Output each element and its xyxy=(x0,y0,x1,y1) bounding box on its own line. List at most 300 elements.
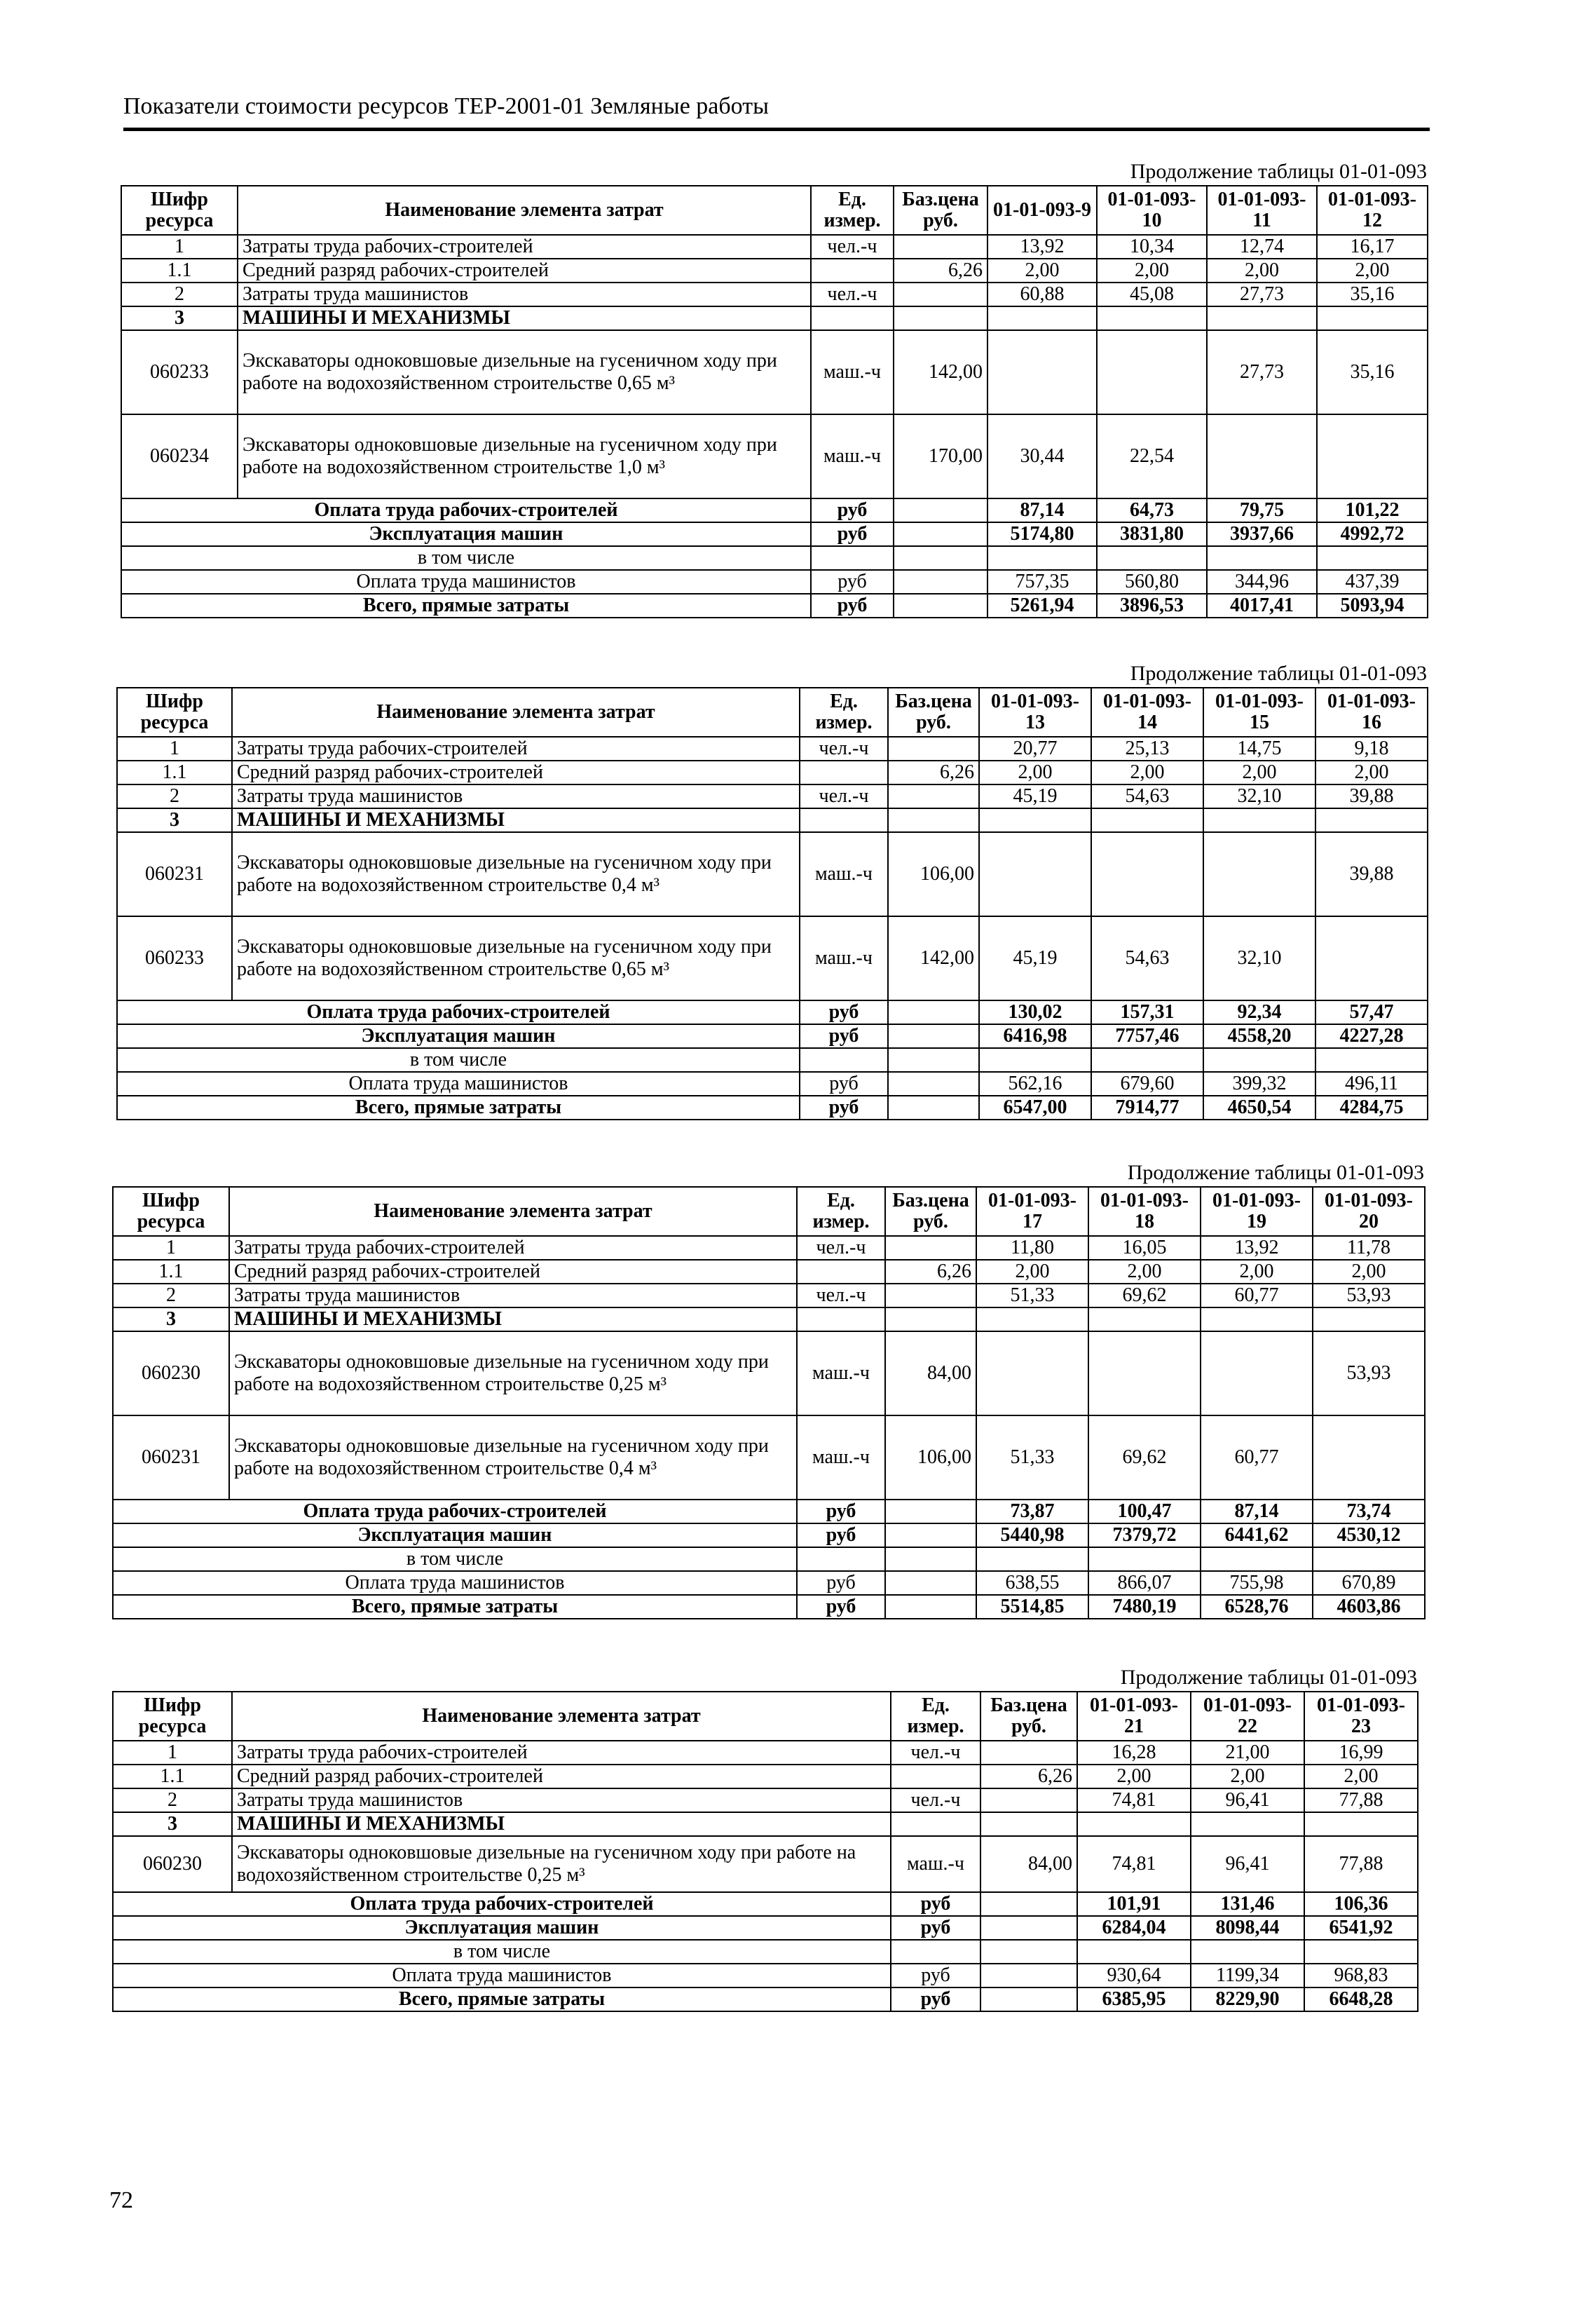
cell-name: Всего, прямые затраты xyxy=(113,1987,891,2011)
cell-value: 96,41 xyxy=(1191,1836,1304,1892)
cell-value: 399,32 xyxy=(1203,1072,1315,1096)
cell-price: 6,26 xyxy=(885,1260,976,1284)
total-row xyxy=(117,1096,1428,1120)
cell-value: 73,87 xyxy=(976,1500,1088,1523)
cell-code: 1 xyxy=(117,737,232,761)
cell-value: 7914,77 xyxy=(1091,1096,1203,1120)
total-row xyxy=(121,594,1428,618)
cost-table xyxy=(112,1691,1419,2012)
cell-name: Затраты труда машинистов xyxy=(232,1788,891,1812)
cell-value: 21,00 xyxy=(1191,1741,1304,1765)
cell-value: 6541,92 xyxy=(1304,1916,1418,1940)
header-cell-name: Наименование элемента затрат xyxy=(229,1187,797,1236)
cell-value: 7757,46 xyxy=(1091,1024,1203,1048)
cell-value: 1199,34 xyxy=(1191,1964,1304,1987)
cell-name: Эксплуатация машин xyxy=(113,1523,797,1547)
cell-name: Экскаваторы одноковшовые дизельные на гусеничном ходу при работе на водохозяйственном строительстве 1,0 м³ xyxy=(238,414,811,498)
cell-unit: маш.-ч xyxy=(800,832,888,916)
cell-value: 14,75 xyxy=(1203,737,1315,761)
cell-price xyxy=(888,784,979,808)
header-cell-unit: Ед. измер. xyxy=(891,1692,980,1741)
total-row xyxy=(113,1916,1418,1940)
cell-value: 69,62 xyxy=(1088,1415,1201,1500)
cell-price: 106,00 xyxy=(885,1415,976,1500)
cell-code: 3 xyxy=(113,1812,232,1836)
cell-value: 930,64 xyxy=(1077,1964,1191,1987)
cell-value: 39,88 xyxy=(1315,784,1428,808)
cell-code: 3 xyxy=(121,306,238,330)
cell-name: Затраты труда рабочих-строителей xyxy=(232,1741,891,1765)
cost-table-section-2 xyxy=(116,662,1427,1120)
cell-value: 437,39 xyxy=(1317,570,1428,594)
cell-name: Эксплуатация машин xyxy=(121,522,811,546)
cell-value xyxy=(1201,1331,1313,1415)
cell-price xyxy=(894,283,987,306)
cell-name: Оплата труда машинистов xyxy=(113,1571,797,1595)
cell-unit: руб xyxy=(797,1571,885,1595)
cell-value: 35,16 xyxy=(1317,283,1428,306)
cost-table xyxy=(112,1186,1426,1619)
cell-unit: маш.-ч xyxy=(891,1836,980,1892)
cell-code: 060233 xyxy=(117,916,232,1000)
cell-unit xyxy=(891,1765,980,1788)
cell-name: Оплата труда рабочих-строителей xyxy=(113,1500,797,1523)
total-row xyxy=(113,1987,1418,2011)
total-row xyxy=(117,1000,1428,1024)
header-cell-name: Наименование элемента затрат xyxy=(232,688,800,737)
cell-value: 2,00 xyxy=(1077,1765,1191,1788)
cell-code: 1 xyxy=(113,1741,232,1765)
note-row xyxy=(121,546,1428,570)
total-row xyxy=(113,1523,1425,1547)
cell-price xyxy=(885,1236,976,1260)
table-caption: Продолжение таблицы 01-01-093 xyxy=(1130,160,1427,183)
cell-value: 22,54 xyxy=(1097,414,1207,498)
table-caption: Продолжение таблицы 01-01-093 xyxy=(1130,662,1427,685)
cell-name: Средний разряд рабочих-строителей xyxy=(232,761,800,784)
cell-value: 5261,94 xyxy=(987,594,1097,618)
sub-row xyxy=(113,1571,1425,1595)
header-cell-code: Шифр ресурса xyxy=(113,1692,232,1741)
cell-value: 16,17 xyxy=(1317,235,1428,259)
cell-price xyxy=(894,235,987,259)
header-cell-norm: 01-01-093-21 xyxy=(1077,1692,1191,1741)
header-cell-norm: 01-01-093-23 xyxy=(1304,1692,1418,1741)
cell-unit xyxy=(800,761,888,784)
cell-name: Экскаваторы одноковшовые дизельные на гусеничном ходу при работе на водохозяйственном строительстве 0,4 м³ xyxy=(229,1415,797,1500)
cell-name: Затраты труда рабочих-строителей xyxy=(232,737,800,761)
cell-value: 60,88 xyxy=(987,283,1097,306)
note-row xyxy=(113,1940,1418,1964)
cell-value xyxy=(987,330,1097,414)
cell-value: 16,28 xyxy=(1077,1741,1191,1765)
cell-value: 344,96 xyxy=(1207,570,1317,594)
section-row xyxy=(117,808,1428,832)
machine-row xyxy=(113,1331,1425,1415)
cell-code: 1.1 xyxy=(113,1260,229,1284)
cell-name: в том числе xyxy=(113,1547,797,1571)
cell-value: 2,00 xyxy=(1313,1260,1425,1284)
cell-unit: маш.-ч xyxy=(797,1331,885,1415)
cell-code: 060233 xyxy=(121,330,238,414)
header-cell-unit: Ед. измер. xyxy=(811,186,894,235)
header-cell-price: Баз.цена руб. xyxy=(980,1692,1077,1741)
cell-value: 2,00 xyxy=(1203,761,1315,784)
cell-name: Экскаваторы одноковшовые дизельные на гусеничном ходу при работе на водохозяйственном строительстве 0,65 м³ xyxy=(232,916,800,1000)
section-heading: МАШИНЫ И МЕХАНИЗМЫ xyxy=(232,1812,891,1836)
section-row xyxy=(121,306,1428,330)
table-row xyxy=(117,761,1428,784)
cell-name: Затраты труда машинистов xyxy=(238,283,811,306)
header-cell-norm: 01-01-093-19 xyxy=(1201,1187,1313,1236)
cell-code: 060231 xyxy=(113,1415,229,1500)
cell-code: 1.1 xyxy=(121,259,238,283)
cell-code: 2 xyxy=(113,1284,229,1307)
cell-value: 51,33 xyxy=(976,1284,1088,1307)
table-row xyxy=(113,1260,1425,1284)
cell-name: Оплата труда рабочих-строителей xyxy=(121,498,811,522)
cell-value: 6385,95 xyxy=(1077,1987,1191,2011)
cell-value: 2,00 xyxy=(1191,1765,1304,1788)
header-cell-norm: 01-01-093-16 xyxy=(1315,688,1428,737)
table-row xyxy=(113,1284,1425,1307)
table-row xyxy=(113,1741,1418,1765)
cell-code: 2 xyxy=(121,283,238,306)
cell-value: 2,00 xyxy=(976,1260,1088,1284)
note-row xyxy=(117,1048,1428,1072)
cell-value: 7379,72 xyxy=(1088,1523,1201,1547)
cell-name: Средний разряд рабочих-строителей xyxy=(238,259,811,283)
cell-value: 11,78 xyxy=(1313,1236,1425,1260)
cost-table-section-4 xyxy=(112,1666,1417,2012)
header-cell-price: Баз.цена руб. xyxy=(885,1187,976,1236)
machine-row xyxy=(121,414,1428,498)
cell-value: 35,16 xyxy=(1317,330,1428,414)
total-row xyxy=(113,1500,1425,1523)
cell-name: в том числе xyxy=(121,546,811,570)
cell-value: 6528,76 xyxy=(1201,1595,1313,1619)
cell-value xyxy=(976,1331,1088,1415)
cell-value: 16,99 xyxy=(1304,1741,1418,1765)
total-row xyxy=(121,522,1428,546)
cell-value: 4530,12 xyxy=(1313,1523,1425,1547)
cell-price: 142,00 xyxy=(894,330,987,414)
cell-value: 6284,04 xyxy=(1077,1916,1191,1940)
cell-unit: чел.-ч xyxy=(811,235,894,259)
table-row xyxy=(113,1236,1425,1260)
cell-name: Всего, прямые затраты xyxy=(117,1096,800,1120)
cell-value: 6648,28 xyxy=(1304,1987,1418,2011)
cell-value: 2,00 xyxy=(1097,259,1207,283)
cell-value xyxy=(1317,414,1428,498)
header-cell-code: Шифр ресурса xyxy=(117,688,232,737)
table-row xyxy=(113,1788,1418,1812)
cell-unit: руб xyxy=(797,1500,885,1523)
cell-value: 8098,44 xyxy=(1191,1916,1304,1940)
cell-unit xyxy=(797,1260,885,1284)
cell-value: 5514,85 xyxy=(976,1595,1088,1619)
cell-price: 142,00 xyxy=(888,916,979,1000)
cell-value: 60,77 xyxy=(1201,1284,1313,1307)
header-cell-norm: 01-01-093-15 xyxy=(1203,688,1315,737)
cell-value: 64,73 xyxy=(1097,498,1207,522)
machine-row xyxy=(117,916,1428,1000)
header-cell-code: Шифр ресурса xyxy=(121,186,238,235)
cell-code: 2 xyxy=(117,784,232,808)
cell-value: 130,02 xyxy=(979,1000,1091,1024)
cell-price: 84,00 xyxy=(980,1836,1077,1892)
cell-value: 69,62 xyxy=(1088,1284,1201,1307)
cell-name: Экскаваторы одноковшовые дизельные на гусеничном ходу при работе на водохозяйственном строительстве 0,25 м³ xyxy=(232,1836,891,1892)
cell-price xyxy=(888,737,979,761)
cell-unit: руб xyxy=(797,1523,885,1547)
cell-value: 757,35 xyxy=(987,570,1097,594)
cell-value: 2,00 xyxy=(979,761,1091,784)
header-cell-norm: 01-01-093-20 xyxy=(1313,1187,1425,1236)
cell-value: 54,63 xyxy=(1091,784,1203,808)
cell-price xyxy=(980,1741,1077,1765)
page-header: Показатели стоимости ресурсов ТЕР-2001-01 Земляные работы xyxy=(123,93,769,119)
cell-unit: руб xyxy=(811,522,894,546)
cell-value xyxy=(979,832,1091,916)
section-heading: МАШИНЫ И МЕХАНИЗМЫ xyxy=(232,808,800,832)
cell-value: 101,22 xyxy=(1317,498,1428,522)
cell-name: Всего, прямые затраты xyxy=(113,1595,797,1619)
cell-unit: маш.-ч xyxy=(797,1415,885,1500)
cell-name: в том числе xyxy=(113,1940,891,1964)
machine-row xyxy=(113,1836,1418,1892)
cell-value: 53,93 xyxy=(1313,1284,1425,1307)
header-cell-norm: 01-01-093-17 xyxy=(976,1187,1088,1236)
page-number: 72 xyxy=(109,2187,133,2213)
cost-table xyxy=(121,185,1428,618)
cell-value: 51,33 xyxy=(976,1415,1088,1500)
cell-price: 106,00 xyxy=(888,832,979,916)
cell-name: Эксплуатация машин xyxy=(117,1024,800,1048)
header-cell-price: Баз.цена руб. xyxy=(888,688,979,737)
cell-value: 53,93 xyxy=(1313,1331,1425,1415)
cell-value: 16,05 xyxy=(1088,1236,1201,1260)
header-cell-norm: 01-01-093-11 xyxy=(1207,186,1317,235)
header-cell-code: Шифр ресурса xyxy=(113,1187,229,1236)
section-heading: МАШИНЫ И МЕХАНИЗМЫ xyxy=(229,1307,797,1331)
cell-value: 3937,66 xyxy=(1207,522,1317,546)
cell-code: 3 xyxy=(117,808,232,832)
machine-row xyxy=(113,1415,1425,1500)
cell-value: 11,80 xyxy=(976,1236,1088,1260)
cell-name: Экскаваторы одноковшовые дизельные на гусеничном ходу при работе на водохозяйственном строительстве 0,25 м³ xyxy=(229,1331,797,1415)
cell-name: в том числе xyxy=(117,1048,800,1072)
table-caption: Продолжение таблицы 01-01-093 xyxy=(1127,1161,1424,1184)
table-caption: Продолжение таблицы 01-01-093 xyxy=(1120,1666,1417,1689)
cell-unit: руб xyxy=(797,1595,885,1619)
cell-value: 4650,54 xyxy=(1203,1096,1315,1120)
cell-price xyxy=(980,1788,1077,1812)
cell-unit: чел.-ч xyxy=(800,784,888,808)
cell-value xyxy=(1203,832,1315,916)
table-row xyxy=(113,1765,1418,1788)
cell-value: 74,81 xyxy=(1077,1836,1191,1892)
cell-value: 13,92 xyxy=(987,235,1097,259)
sub-row xyxy=(117,1072,1428,1096)
cell-value: 45,19 xyxy=(979,784,1091,808)
cell-value: 4017,41 xyxy=(1207,594,1317,618)
cell-value: 39,88 xyxy=(1315,832,1428,916)
cell-unit: руб xyxy=(811,594,894,618)
cell-value: 8229,90 xyxy=(1191,1987,1304,2011)
cell-code: 1.1 xyxy=(113,1765,232,1788)
cell-value: 77,88 xyxy=(1304,1836,1418,1892)
cell-unit: руб xyxy=(811,498,894,522)
cell-value: 106,36 xyxy=(1304,1892,1418,1916)
table-row xyxy=(121,235,1428,259)
cell-value: 2,00 xyxy=(1207,259,1317,283)
cell-value: 4284,75 xyxy=(1315,1096,1428,1120)
cell-unit xyxy=(811,259,894,283)
header-cell-norm: 01-01-093-12 xyxy=(1317,186,1428,235)
cell-value: 10,34 xyxy=(1097,235,1207,259)
cell-value: 679,60 xyxy=(1091,1072,1203,1096)
table-row xyxy=(117,737,1428,761)
cell-value: 25,13 xyxy=(1091,737,1203,761)
cell-value: 496,11 xyxy=(1315,1072,1428,1096)
cell-value: 12,74 xyxy=(1207,235,1317,259)
header-cell-unit: Ед. измер. xyxy=(797,1187,885,1236)
cell-value: 30,44 xyxy=(987,414,1097,498)
total-row xyxy=(113,1595,1425,1619)
header-cell-norm: 01-01-093-9 xyxy=(987,186,1097,235)
cell-value: 562,16 xyxy=(979,1072,1091,1096)
cell-code: 2 xyxy=(113,1788,232,1812)
machine-row xyxy=(117,832,1428,916)
section-row xyxy=(113,1307,1425,1331)
machine-row xyxy=(121,330,1428,414)
cell-value: 7480,19 xyxy=(1088,1595,1201,1619)
header-cell-norm: 01-01-093-18 xyxy=(1088,1187,1201,1236)
cost-table-section-1 xyxy=(121,160,1427,618)
cell-unit: чел.-ч xyxy=(797,1284,885,1307)
cell-value: 2,00 xyxy=(1317,259,1428,283)
cell-name: Экскаваторы одноковшовые дизельные на гусеничном ходу при работе на водохозяйственном строительстве 0,65 м³ xyxy=(238,330,811,414)
cell-price: 6,26 xyxy=(894,259,987,283)
cell-value: 9,18 xyxy=(1315,737,1428,761)
cell-name: Средний разряд рабочих-строителей xyxy=(232,1765,891,1788)
cell-name: Затраты труда машинистов xyxy=(229,1284,797,1307)
header-cell-unit: Ед. измер. xyxy=(800,688,888,737)
cell-name: Затраты труда рабочих-строителей xyxy=(229,1236,797,1260)
cost-table-section-3 xyxy=(112,1161,1424,1619)
cell-name: Затраты труда машинистов xyxy=(232,784,800,808)
cell-value: 20,77 xyxy=(979,737,1091,761)
cell-code: 060230 xyxy=(113,1331,229,1415)
cell-value: 60,77 xyxy=(1201,1415,1313,1500)
cell-value: 79,75 xyxy=(1207,498,1317,522)
cell-value: 87,14 xyxy=(987,498,1097,522)
cell-value xyxy=(1315,916,1428,1000)
cell-price: 170,00 xyxy=(894,414,987,498)
cell-unit: чел.-ч xyxy=(891,1788,980,1812)
cell-value: 54,63 xyxy=(1091,916,1203,1000)
table-row xyxy=(121,259,1428,283)
header-rule xyxy=(123,128,1430,131)
cell-price: 6,26 xyxy=(980,1765,1077,1788)
cell-value: 560,80 xyxy=(1097,570,1207,594)
header-cell-norm: 01-01-093-14 xyxy=(1091,688,1203,737)
section-heading: МАШИНЫ И МЕХАНИЗМЫ xyxy=(238,306,811,330)
cell-value: 2,00 xyxy=(1091,761,1203,784)
cell-value: 755,98 xyxy=(1201,1571,1313,1595)
cell-value: 45,08 xyxy=(1097,283,1207,306)
cell-name: Средний разряд рабочих-строителей xyxy=(229,1260,797,1284)
cell-value: 45,19 xyxy=(979,916,1091,1000)
cell-value: 2,00 xyxy=(1315,761,1428,784)
cell-name: Оплата труда рабочих-строителей xyxy=(113,1892,891,1916)
cell-unit: маш.-ч xyxy=(811,330,894,414)
table-row xyxy=(121,283,1428,306)
cell-value: 968,83 xyxy=(1304,1964,1418,1987)
cell-value: 77,88 xyxy=(1304,1788,1418,1812)
cell-value: 131,46 xyxy=(1191,1892,1304,1916)
cell-value: 27,73 xyxy=(1207,283,1317,306)
cell-value xyxy=(1313,1415,1425,1500)
cell-value: 27,73 xyxy=(1207,330,1317,414)
cell-price: 84,00 xyxy=(885,1331,976,1415)
cell-unit: руб xyxy=(800,1000,888,1024)
cell-unit: руб xyxy=(891,1892,980,1916)
cell-value: 2,00 xyxy=(1088,1260,1201,1284)
header-cell-norm: 01-01-093-10 xyxy=(1097,186,1207,235)
cell-unit: чел.-ч xyxy=(891,1741,980,1765)
cell-name: Затраты труда рабочих-строителей xyxy=(238,235,811,259)
cell-code: 1 xyxy=(121,235,238,259)
total-row xyxy=(113,1892,1418,1916)
cell-code: 060231 xyxy=(117,832,232,916)
cell-unit: чел.-ч xyxy=(800,737,888,761)
header-cell-price: Баз.цена руб. xyxy=(894,186,987,235)
cell-name: Эксплуатация машин xyxy=(113,1916,891,1940)
cell-value: 4603,86 xyxy=(1313,1595,1425,1619)
cell-name: Оплата труда машинистов xyxy=(113,1964,891,1987)
header-cell-norm: 01-01-093-13 xyxy=(979,688,1091,737)
cell-value: 6416,98 xyxy=(979,1024,1091,1048)
cell-value: 4992,72 xyxy=(1317,522,1428,546)
cell-value: 3896,53 xyxy=(1097,594,1207,618)
cell-value: 73,74 xyxy=(1313,1500,1425,1523)
cell-price xyxy=(885,1284,976,1307)
cell-value: 2,00 xyxy=(1304,1765,1418,1788)
cell-name: Оплата труда машинистов xyxy=(121,570,811,594)
header-cell-name: Наименование элемента затрат xyxy=(232,1692,891,1741)
sub-row xyxy=(113,1964,1418,1987)
cell-unit: руб xyxy=(891,1964,980,1987)
cell-value: 5174,80 xyxy=(987,522,1097,546)
cell-unit: руб xyxy=(891,1916,980,1940)
cell-unit: руб xyxy=(800,1096,888,1120)
sub-row xyxy=(121,570,1428,594)
cell-value: 32,10 xyxy=(1203,916,1315,1000)
cell-unit: маш.-ч xyxy=(800,916,888,1000)
total-row xyxy=(117,1024,1428,1048)
cell-code: 3 xyxy=(113,1307,229,1331)
cell-price: 6,26 xyxy=(888,761,979,784)
cell-value: 5440,98 xyxy=(976,1523,1088,1547)
cell-value: 866,07 xyxy=(1088,1571,1201,1595)
cell-value: 4558,20 xyxy=(1203,1024,1315,1048)
table-row xyxy=(117,784,1428,808)
cell-value: 96,41 xyxy=(1191,1788,1304,1812)
cell-value: 2,00 xyxy=(987,259,1097,283)
cell-value: 157,31 xyxy=(1091,1000,1203,1024)
